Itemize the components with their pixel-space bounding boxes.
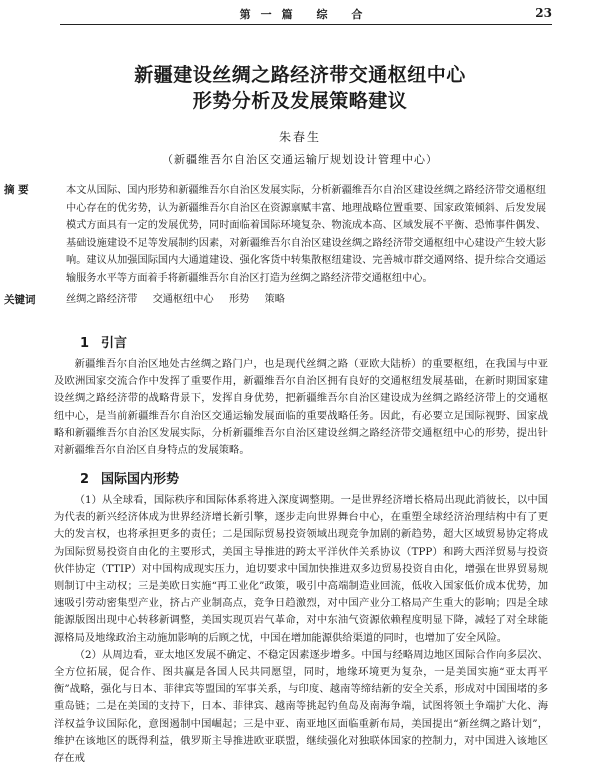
abstract-text: 本文从国际、国内形势和新疆维吾尔自治区发展实际，分析新疆维吾尔自治区建设丝绸之路经济带交通枢纽中心存在的优劣势，认为新疆维吾尔自治区在资源禀赋丰富、地理战略位置重要、国家政策倾斜、后发发展模式方面具有一定的发展优势，同时面临着国际环境复杂、物流成本高、区域发展不平衡、恐怖事件偶发、基础设施建设不足等发展制约因素，对新疆维吾尔自治区建设丝绸之路经济带交通枢纽中心建设产生较大影响。建议从加强国际国内大通道建设、强化客货中转集散枢纽建设、完善城市群交通网络、提升综合交通运输服务水平等方面着手将新疆维吾尔自治区打造为丝绸之路经济带交通枢纽中心。 bbox=[66, 185, 546, 284]
paper-title-line-2: 形势分析及发展策略建议 bbox=[192, 90, 408, 112]
section-title: 引言 bbox=[101, 336, 128, 351]
keyword: 策略 bbox=[264, 294, 285, 305]
keyword: 交通枢纽中心 bbox=[152, 294, 214, 305]
paragraph: （2）从周边看，亚太地区发展不确定、不稳定因素逐步增多。中国与经略周边地区国际合作向多层次、全方位拓展，促合作、图共赢是各国人民共同愿望，同时，地缘环境更为复杂，一是美国实施“亚太再平衡”战略，强化与日本、菲律宾等盟国的军事关系，与印度、越南等缔结新的安全关系，形成对中国围堵的多重岛链；二是在美国的支持下，日本、菲律宾、越南等挑起钓鱼岛及南海争端，试图将领土争端扩大化、海洋权益争议国际化，意图遏制中国崛起；三是中亚、南亚地区面临重新布局，美国提出“新丝绸之路计划”，维护在该地区的既得利益，俄罗斯主导推进欧亚联盟，继续强化对独联体国家的控制力，对中国进入该地区存在戒 bbox=[54, 648, 548, 765]
paper-title bbox=[0, 62, 600, 114]
header-section-name: 第一篇 综 合 bbox=[239, 8, 373, 21]
keyword: 丝绸之路经济带 bbox=[66, 294, 138, 305]
section-number: 1 bbox=[80, 336, 90, 351]
abstract-label: 摘 要 bbox=[4, 184, 29, 196]
author-affiliation: （新疆维吾尔自治区交通运输厅规划设计管理中心） bbox=[162, 153, 438, 166]
section-heading-2 bbox=[80, 468, 179, 487]
keyword: 形势 bbox=[228, 294, 250, 305]
keywords-block bbox=[4, 292, 546, 308]
abstract-block bbox=[4, 182, 546, 288]
keywords-label: 关键词 bbox=[4, 294, 36, 306]
paragraph: 新疆维吾尔自治区地处古丝绸之路门户，也是现代丝绸之路（亚欧大陆桥）的重要枢纽，在我国与中亚及欧洲国家交流合作中发挥了重要作用，新疆维吾尔自治区拥有良好的交通枢纽发展基础，在新时期国家建设丝绸之路经济带的战略背景下，发挥自身优势，把新疆维吾尔自治区建设成为丝绸之路经济带上的交通枢纽中心，是当前新疆维吾尔自治区交通运输发展面临的重要战略任务。因此，有必要立足国际视野、国家战略和新疆维吾尔自治区发展实际，分析新疆维吾尔自治区建设丝绸之路经济带交通枢纽中心的形势，提出针对新疆维吾尔自治区自身特点的发展策略。 bbox=[54, 358, 548, 457]
section-1-body bbox=[54, 356, 548, 459]
header-page-number: 23 bbox=[535, 6, 552, 20]
section-number: 2 bbox=[80, 472, 90, 487]
paragraph: （1）从全球看，国际秩序和国际体系将进入深度调整期。一是世界经济增长格局出现此消彼长，以中国为代表的新兴经济体成为世界经济增长新引擎，逐步走向世界舞台中心，在重塑全球经济治理结构中有了更大的发言权，也将承担更多的责任；二是国际贸易投资领域出现竞争加剧的新趋势，超大区域贸易协定将成为国际贸易投资自由化的主要形式，美国主导推进的跨太平洋伙伴关系协议（TPP）和跨大西洋贸易与投资伙伴协定（TTIP）对中国构成现实压力，迫切要求中国加快推进双多边贸易投资自由化，增强在世界贸易规则制订中主动权；三是美欧日实施“再工业化”政策，吸引中高端制造业回流，低收入国家低价成本优势，加速吸引劳动密集型产业，挤占产业制高点，竞争日趋激烈，对中国产业分工格局产生重大的影响；四是全球能源版图出现中心转移新调整，美国实现页岩气革命，对中东油气资源依赖程度明显下降，减轻了对全球能源格局及地缘政治主动施加影响的后顾之忧，中国在增加能源供给渠道的同时，也增加了安全风险。 bbox=[54, 494, 548, 644]
section-heading-1 bbox=[80, 332, 127, 351]
paper-title-line-1: 新疆建设丝绸之路经济带交通枢纽中心 bbox=[134, 64, 466, 86]
running-header bbox=[60, 6, 552, 25]
section-title: 国际国内形势 bbox=[101, 472, 180, 487]
section-2-body bbox=[54, 492, 548, 767]
author-name: 朱春生 bbox=[278, 130, 321, 144]
